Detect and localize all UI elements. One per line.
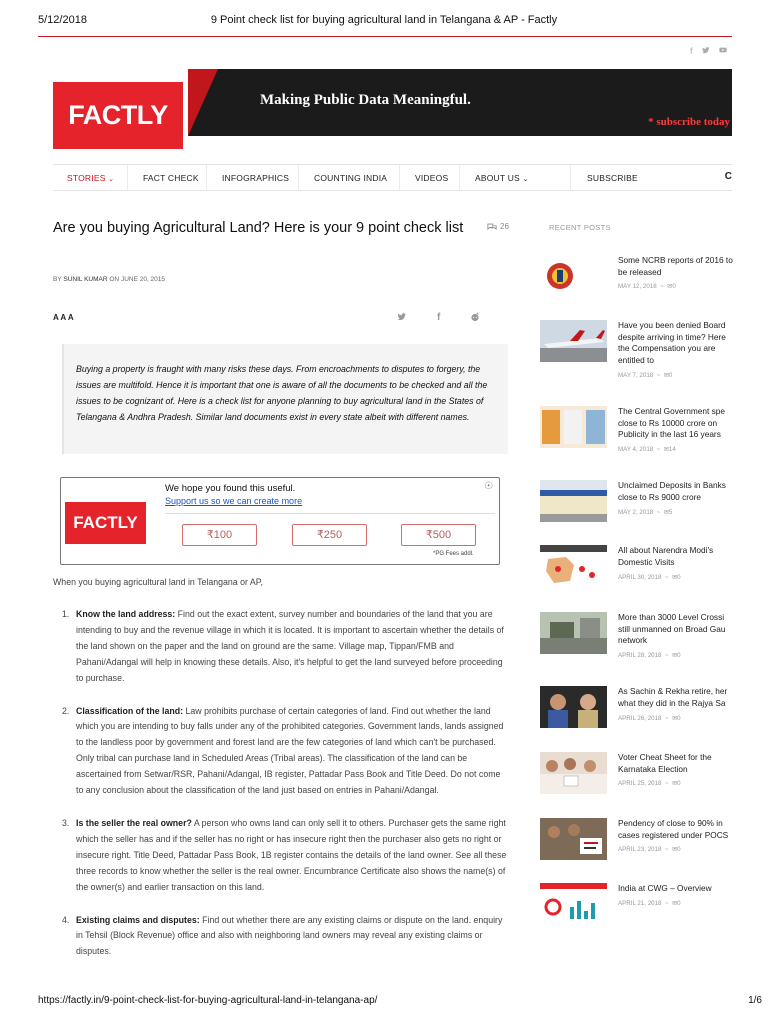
facebook-share-icon[interactable]: f bbox=[437, 312, 441, 323]
nav-divider bbox=[459, 165, 460, 190]
logo-text: FACTLY bbox=[68, 100, 168, 130]
post-meta: APRIL 21, 2018 ~ ✉0 bbox=[618, 900, 681, 907]
twitter-icon[interactable] bbox=[702, 46, 710, 56]
print-header bbox=[0, 14, 768, 28]
comments-icon: ✉ bbox=[663, 446, 669, 453]
subscribe-banner[interactable] bbox=[188, 69, 732, 136]
post-title[interactable]: As Sachin & Rekha retire, her what they did in the Rajya Sa bbox=[618, 686, 728, 708]
font-size-control[interactable] bbox=[53, 313, 74, 322]
share-buttons bbox=[397, 312, 480, 325]
checklist-item: 3. Is the seller the real owner? A person who owns land can only sell it to others. Purchaser gets the same right which the seller has and if the seller has no right or has insecure right then the purchaser also gets no right or insecure right. Title Deed, Pattadar Pass Book, 1B register contains the details of the land owner. See all these three records to know whether the seller is the real owner. Encumbrance Certificate also shows the name(s) of the owner(s) and earlier transaction on this land. bbox=[62, 817, 507, 892]
byline-on: ON bbox=[109, 276, 120, 283]
print-date: 5/12/2018 bbox=[38, 14, 87, 26]
comments-icon: ✉ bbox=[671, 846, 678, 853]
post-title[interactable]: Some NCRB reports of 2016 to be released bbox=[618, 255, 733, 277]
byline bbox=[53, 276, 165, 283]
recent-post[interactable] bbox=[540, 255, 734, 315]
recent-post[interactable] bbox=[540, 818, 734, 878]
donation-amount-100[interactable]: ₹100 bbox=[182, 524, 257, 546]
post-meta: APRIL 26, 2018 ~ ✉0 bbox=[618, 715, 681, 722]
post-meta: APRIL 23, 2018 ~ ✉0 bbox=[618, 846, 681, 853]
post-meta: MAY 7, 2018 ~ ✉0 bbox=[618, 372, 673, 379]
comments-icon: ✉ bbox=[671, 715, 678, 722]
donation-logo: FACTLY bbox=[65, 502, 146, 544]
checklist-text: Find out the exact extent, survey number and boundaries of the land that you are intending to buy and the revenue village in which it is located. It is important to ascertain whether the details of the land shown on the paper and the land on ground are the same. Village map, Tippan/FMB and Pahani/Adangal will help in knowing these details. Also, it's helpful to get the land surveyed before proceeding to purchase. bbox=[76, 609, 504, 683]
post-meta: MAY 12, 2018 ~ ✉0 bbox=[618, 283, 676, 290]
comments-icon: ✉ bbox=[671, 574, 678, 581]
checklist-text: Find out whether there are any existing claims or dispute on the land. enquiry in Tehsil (Block Revenue) office and also with neighboring land owners may reveal any existing claims or disputes. bbox=[76, 914, 503, 957]
comments-icon: ✉ bbox=[663, 372, 669, 379]
main-nav bbox=[53, 164, 732, 191]
checklist-heading: Know the land address: bbox=[76, 609, 176, 619]
nav-item-fact-check[interactable]: FACT CHECK bbox=[143, 173, 199, 183]
donation-support-link[interactable]: Support us so we can create more bbox=[165, 496, 303, 506]
font-size-label: A A A bbox=[53, 313, 74, 322]
article-body-intro: When you buying agricultural land in Telangana or AP, bbox=[53, 577, 263, 587]
banner-accent bbox=[188, 69, 218, 136]
recent-post[interactable] bbox=[540, 612, 734, 672]
post-title[interactable]: Have you been denied Board despite arriving in time? Here the Compensation you are entitled to bbox=[618, 320, 726, 366]
nav-item-stories[interactable]: STORIES ⌄ bbox=[67, 173, 115, 183]
comment-count[interactable] bbox=[487, 222, 509, 231]
checklist-text: A person who owns land can only sell it to others. Purchaser gets the same right which the seller has and if the seller has no right or has insecure right then the purchaser also gets no right or insecure right. Title Deed, Pattadar Pass Book, 1B register contains the details of the land owner. See all these three records to know whether the seller is the real owner. Encumbrance Certificate also shows the name(s) of the owner(s) and earlier transaction on this land. bbox=[76, 817, 507, 892]
recent-post[interactable] bbox=[540, 320, 734, 380]
post-thumbnail bbox=[540, 545, 607, 587]
nav-item-infographics[interactable]: INFOGRAPHICS bbox=[222, 173, 290, 183]
checklist-item: 1. Know the land address: Find out the exact extent, survey number and boundaries of the land that you are intending to buy and the revenue village in which it is located. It is important to ascertain whether the details of the land shown on the paper and the land on ground are the same. Village map, Tippan/FMB and Pahani/Adangal will help in knowing these details. Also, it's helpful to get the land surveyed before proceeding to purchase. bbox=[62, 609, 504, 683]
donation-widget bbox=[60, 477, 500, 565]
post-thumbnail bbox=[540, 686, 607, 728]
donation-amount-500[interactable]: ₹500 bbox=[401, 524, 476, 546]
youtube-icon[interactable] bbox=[719, 46, 727, 56]
article-title: Are you buying Agricultural Land? Here is your 9 point check list bbox=[53, 220, 464, 236]
comment-count-value: 26 bbox=[500, 222, 509, 231]
donation-divider bbox=[165, 513, 495, 514]
comments-icon: ✉ bbox=[671, 900, 678, 907]
post-meta: MAY 2, 2018 ~ ✉5 bbox=[618, 509, 673, 516]
comments-icon bbox=[487, 223, 497, 231]
checklist-item: 4. Existing claims and disputes: Find out whether there are any existing claims or dispute on the land. enquiry in Tehsil (Block Revenue) office and also with neighboring land owners may reveal any existing claims or disputes. bbox=[62, 914, 503, 957]
post-thumbnail bbox=[540, 883, 607, 925]
banner-tagline: Making Public Data Meaningful. bbox=[260, 92, 471, 108]
print-title: 9 Point check list for buying agricultural land in Telangana & AP - Factly bbox=[210, 14, 558, 26]
article-intro-text: Buying a property is fraught with many risks these days. From encroachments to disputes to forgery, the issues are multifold. Hence it is important that one is aware of all the documents to be checked and all the issues to be cognizant of. Here is a check list for anyone planning to buy agricultural land in the States of Telangana & Andhra Pradesh. Similar land documents exist in every state albeit with different names. bbox=[76, 364, 488, 422]
nav-item-counting-india[interactable]: COUNTING INDIA bbox=[314, 173, 388, 183]
print-footer bbox=[0, 995, 768, 1009]
post-thumbnail bbox=[540, 612, 607, 654]
nav-item-videos[interactable]: VIDEOS bbox=[415, 173, 449, 183]
post-meta: MAY 4, 2018 ~ ✉14 bbox=[618, 446, 676, 453]
article-intro-box bbox=[62, 344, 508, 454]
post-thumbnail bbox=[540, 255, 607, 297]
print-page-number: 1/6 bbox=[748, 995, 762, 1006]
recent-post[interactable] bbox=[540, 545, 734, 605]
checklist-heading: Existing claims and disputes: bbox=[76, 914, 200, 925]
chevron-down-icon: ⌄ bbox=[522, 176, 529, 183]
donation-title: We hope you found this useful. bbox=[165, 483, 296, 494]
info-icon[interactable]: ☉ bbox=[484, 481, 493, 492]
comments-icon: ✉ bbox=[667, 283, 673, 290]
post-thumbnail bbox=[540, 752, 607, 794]
author-link[interactable]: SUNIL KUMAR bbox=[63, 276, 108, 283]
nav-divider bbox=[206, 165, 207, 190]
recent-post[interactable] bbox=[540, 752, 734, 812]
comments-icon: ✉ bbox=[671, 780, 678, 787]
post-title[interactable]: Pendency of close to 90% in cases registered under POCS bbox=[618, 818, 729, 840]
social-links bbox=[690, 46, 727, 56]
post-title[interactable]: More than 3000 Level Crossi still unmanned on Broad Gau network bbox=[618, 612, 726, 646]
checklist bbox=[62, 607, 510, 977]
reddit-share-icon[interactable] bbox=[470, 312, 480, 325]
donation-fee-note: *PG Fees addl. bbox=[433, 551, 474, 557]
post-thumbnail bbox=[540, 480, 607, 522]
chevron-down-icon: ⌄ bbox=[108, 176, 115, 183]
byline-prefix: BY bbox=[53, 276, 62, 283]
nav-divider bbox=[298, 165, 299, 190]
publish-date: JUNE 20, 2015 bbox=[120, 276, 166, 283]
nav-divider bbox=[127, 165, 128, 190]
comments-icon: ✉ bbox=[663, 509, 669, 516]
print-url: https://factly.in/9-point-check-list-for-buying-agricultural-land-in-telangana-ap/ bbox=[38, 995, 378, 1006]
post-meta: APRIL 28, 2018 ~ ✉0 bbox=[618, 652, 681, 659]
banner-subscribe-text: * subscribe today bbox=[648, 116, 730, 128]
nav-divider bbox=[399, 165, 400, 190]
top-accent-line bbox=[38, 36, 732, 37]
post-thumbnail bbox=[540, 406, 607, 448]
post-title[interactable]: Voter Cheat Sheet for the Karnataka Election bbox=[618, 752, 712, 774]
post-title[interactable]: India at CWG – Overview bbox=[618, 883, 712, 893]
post-title[interactable]: The Central Government spe close to Rs 10000 crore on Publicity in the last 16 years bbox=[618, 406, 725, 440]
nav-item-about-us[interactable]: ABOUT US ⌄ bbox=[475, 173, 529, 183]
twitter-share-icon[interactable] bbox=[397, 312, 407, 325]
post-title[interactable]: All about Narendra Modi's Domestic Visits bbox=[618, 545, 714, 567]
post-thumbnail bbox=[540, 320, 607, 362]
checklist-heading: Is the seller the real owner? bbox=[76, 817, 192, 828]
recent-post[interactable] bbox=[540, 686, 734, 746]
post-title[interactable]: Unclaimed Deposits in Banks close to Rs 9000 crore bbox=[618, 480, 726, 502]
recent-post[interactable] bbox=[540, 480, 734, 540]
post-meta: APRIL 25, 2018 ~ ✉0 bbox=[618, 780, 681, 787]
checklist-item: 2. Classification of the land: Law prohibits purchase of certain categories of land. Find out whether the land which you are intending to buy falls under any of the prohibited categories. Government lands, lands assigned to the landless poor by government and forest land are the few categories of land which can't be purchased. Only tribal can purchase land in Scheduled Areas (Tribal areas). The classification of the land can be ascertained from Setwar/RSR, Pahani/Adangal, IB register, Pattadar Pass Book and Title Deed. Do not come to any conclusion about the classification of the land just based on entries in Pahani/Adangal. bbox=[62, 705, 504, 796]
factly-logo[interactable] bbox=[53, 82, 183, 149]
recent-post[interactable] bbox=[540, 883, 734, 943]
nav-divider bbox=[570, 165, 571, 190]
donation-amount-250[interactable]: ₹250 bbox=[292, 524, 367, 546]
nav-item-subscribe[interactable]: SUBSCRIBE bbox=[587, 173, 638, 183]
checklist-heading: Classification of the land: bbox=[76, 705, 184, 716]
facebook-icon[interactable]: f bbox=[690, 46, 693, 56]
post-meta: APRIL 30, 2018 ~ ✉0 bbox=[618, 574, 681, 581]
recent-posts-heading: RECENT POSTS bbox=[549, 223, 611, 232]
post-thumbnail bbox=[540, 818, 607, 860]
recent-post[interactable] bbox=[540, 406, 734, 466]
checklist-text: Law prohibits purchase of certain categories of land. Find out whether the land which you are intending to buy falls under any of the prohibited categories. Government lands, lands assigned to the landless poor by government and forest land are the few categories of land which can't be purchased. Only tribal can purchase land in Scheduled Areas (Tribal areas). The classification of the land can be ascertained from Setwar/RSR, Pahani/Adangal, IB register, Pattadar Pass Book and Title Deed. Do not come to any conclusion about the classification of the land just based on entries in Pahani/Adangal. bbox=[76, 705, 504, 796]
comments-icon: ✉ bbox=[671, 652, 678, 659]
search-icon[interactable]: C bbox=[724, 171, 732, 182]
